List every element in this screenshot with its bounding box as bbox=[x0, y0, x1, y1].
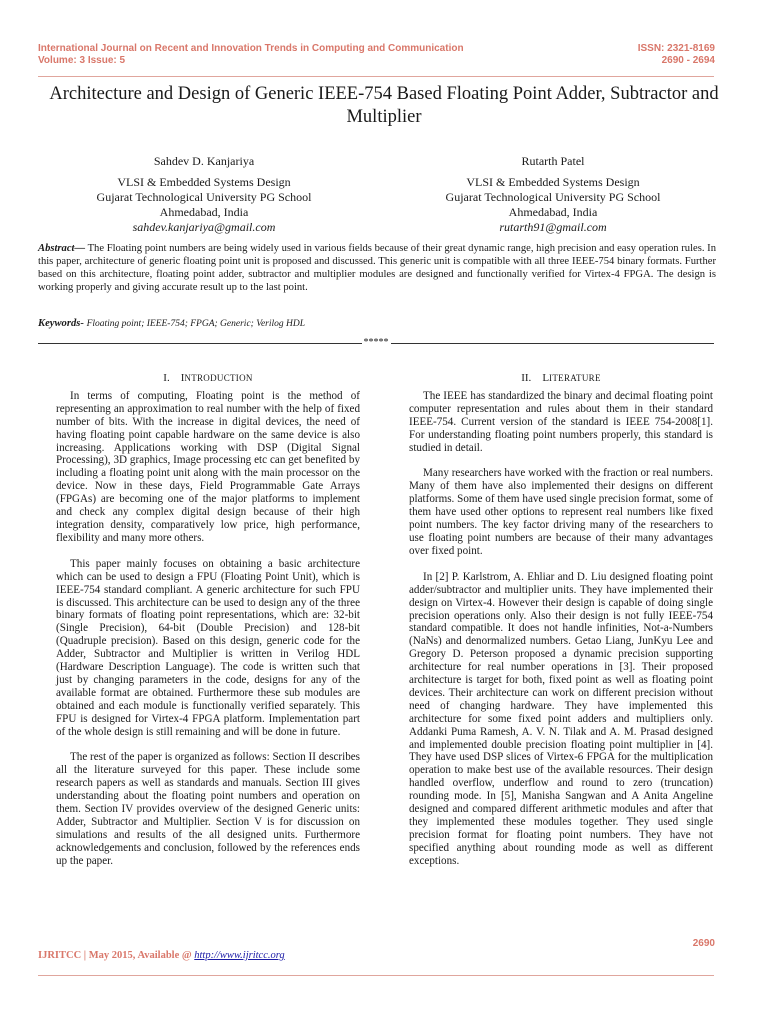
issn: ISSN: 2321-8169 bbox=[637, 43, 715, 54]
left-column bbox=[56, 372, 360, 881]
author-name: Rutarth Patel bbox=[521, 154, 585, 168]
footer-text bbox=[38, 950, 285, 961]
page-range: 2690 - 2694 bbox=[661, 55, 715, 66]
section-heading-introduction bbox=[56, 372, 360, 385]
section-title-rest: ITERATURE bbox=[549, 373, 601, 383]
paragraph: This paper mainly focuses on obtaining a basic architecture which can be used to design a FPU (Floating Point Unit), which is IEEE-754 standard compliant. A generic architecture for such FPU is discussed. This architecture can be used to design any of the three binary formats of floating point representations, which are: 32-bit (Single Precision), 64-bit (Double Precision) and 128-bit (Quadruple precision). Based on this design, generic code for the Adder, Subtractor and Multiplier is written in Verilog HDL (Hardware Description Language). The code is written such that just by changing parameters in the code, designs for any of the available format are obtained. Furthermore these sub modules are obtained and each module is functionally verified separately. This FPU is designed for Virtex-4 FPGA platform. Implementation part of the whole design is still remaining and will be done in future. bbox=[56, 557, 360, 738]
footer-label: IJRITCC | May 2015, Available @ bbox=[38, 950, 195, 961]
author-city: Ahmedabad, India bbox=[508, 205, 598, 219]
separator-line bbox=[38, 343, 362, 344]
separator-line bbox=[391, 343, 715, 344]
author-email: sahdev.kanjariya@gmail.com bbox=[132, 220, 276, 234]
author-city: Ahmedabad, India bbox=[159, 205, 249, 219]
author-institution: Gujarat Technological University PG School bbox=[445, 190, 661, 204]
keywords-label: Keywords- bbox=[38, 318, 84, 329]
author-dept: VLSI & Embedded Systems Design bbox=[117, 175, 291, 189]
journal-name: International Journal on Recent and Innovation Trends in Computing and Communication bbox=[38, 43, 464, 54]
abstract-label: Abstract— bbox=[38, 243, 86, 254]
author-institution: Gujarat Technological University PG School bbox=[96, 190, 312, 204]
paragraph: In terms of computing, Floating point is the method of representing an approximation to real number with the help of fixed number of bits. With the increase in digital devices, the need of having floating point capable hardware on the same device is also increasing. Applications working with DSP (Digital Signal Processing), 3D graphics, Image processing etc can get benefited by including a floating point unit along with the main processor on the device. Now in these days, Field Programmable Gate Arrays (FPGAs) are becoming one of the major platforms to implement and check any complex digital design because of their high integration density, comparatively low price, high performance, flexibility and many more others. bbox=[56, 389, 360, 544]
abstract-text: The Floating point numbers are being widely used in various fields because of their great dynamic range, high precision and easy operation rules. In this paper, architecture of generic floating point unit is proposed and discussed. This generic unit is compatible with all three IEEE-754 binary formats. Further based on this architecture, floating point adder, subtractor and multiplier modules are designed and functionally verified for Virtex-4 FPGA. The design is working properly and giving accurate result up to the last point. bbox=[38, 243, 716, 293]
author-block bbox=[54, 154, 354, 235]
section-title-rest: NTRODUCTION bbox=[184, 373, 253, 383]
paragraph: The IEEE has standardized the binary and decimal floating point computer representation and rules about them in their standard IEEE-754. Current version of the standard is IEEE 754-2008[1]. For understanding floating point numbers properly, this standard is studied in detail. bbox=[409, 389, 713, 454]
journal-link[interactable]: http://www.ijritcc.org bbox=[194, 950, 285, 961]
author-block bbox=[403, 154, 703, 235]
abstract bbox=[38, 242, 716, 294]
section-initial: I bbox=[180, 372, 185, 384]
separator-stars: ***** bbox=[363, 337, 389, 348]
author-email: rutarth91@gmail.com bbox=[499, 220, 607, 234]
paragraph: In [2] P. Karlstrom, A. Ehliar and D. Liu designed floating point adder/subtractor and multiplier units. They have implemented their design on Virtex-4. However their design is capable of doing single precision operations only. Also their design is not fully IEEE-754 standard compatible. It does not handle infinities, Not-a-Numbers (NaNs) and denormalized numbers. Getao Liang, JunKyu Lee and Gregory D. Peterson proposed a dynamic precision supporting architecture for real number operations in [3]. Their proposed architecture is target for both, fixed point as well as floating point devices. Their architecture can work on different precision without need of changing hardware. They have implemented this architecture for some fixed point adders and multipliers only. Addanki Puma Ramesh, A. V. N. Tilak and A. M. Prasad designed and implemented double precision floating point multiplier in [4]. They have used DSP slices of Virtex-6 FPGA for the multiplication operation to make best use of the available resources. Their design handled overflow, underflow and round to zero (truncation) rounding mode. In [5], Manisha Sangwan and A Anita Angeline designed and compared different arithmetic modules and after that they implemented these modules together. They used single precision format for floating point numbers. They have not specified anything about rounding mode as well as different exceptions. bbox=[409, 570, 713, 867]
journal-volume: Volume: 3 Issue: 5 bbox=[38, 55, 126, 66]
paper-title: Architecture and Design of Generic IEEE-754 Based Floating Point Adder, Subtractor and Multiplier bbox=[49, 84, 719, 127]
section-initial: L bbox=[542, 372, 550, 384]
page-number: 2690 bbox=[692, 938, 715, 949]
header-divider bbox=[38, 76, 714, 77]
author-dept: VLSI & Embedded Systems Design bbox=[466, 175, 640, 189]
paragraph: Many researchers have worked with the fraction or real numbers. Many of them have also implemented their designs on different platforms. Some of them have used single precision format, some of them have used other options to represent real numbers like fixed point numbers. The key factor driving many of the researchers to use floating point numbers are because of their many advantages over fixed point. bbox=[409, 467, 713, 557]
section-number: II. bbox=[521, 372, 532, 384]
section-heading-literature bbox=[409, 372, 713, 385]
section-number: I. bbox=[163, 372, 170, 384]
section-separator bbox=[38, 337, 714, 349]
paragraph: The rest of the paper is organized as follows: Section II describes all the literature surveyed for this paper. These include some research papers as well as standards and manuals. Section III gives understanding about the floating point numbers and operation on them. Section IV provides overview of the designed Generic units: Adder, Subtractor and Multiplier. Section V is for discussion on simulations and results of the all designed units. Furthermore acknowledgements and conclusion, followed by the references ends up the paper. bbox=[56, 751, 360, 867]
keywords bbox=[38, 317, 305, 331]
right-column bbox=[409, 372, 713, 881]
issn-header bbox=[638, 43, 715, 67]
journal-header bbox=[38, 43, 464, 67]
author-name: Sahdev D. Kanjariya bbox=[153, 154, 255, 168]
keywords-text: Floating point; IEEE-754; FPGA; Generic; Verilog HDL bbox=[86, 319, 306, 329]
footer-divider bbox=[38, 975, 714, 976]
